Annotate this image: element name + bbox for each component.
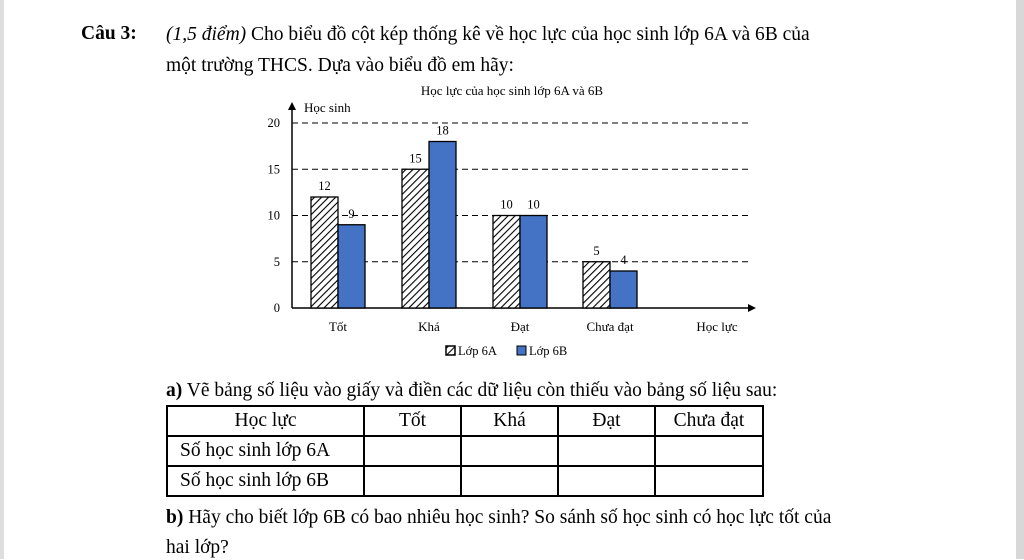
table-row-label: Số học sinh lớp 6A: [167, 436, 364, 466]
chart-title: Học lực của học sinh lớp 6A và 6B: [420, 83, 604, 98]
table-row: [167, 436, 763, 466]
x-tick-label: Tốt: [328, 319, 348, 334]
bar-lop-6a: [311, 197, 338, 308]
part-b-line-1: [166, 506, 831, 530]
table-header-cell: Học lực: [167, 406, 364, 436]
question-line-2: một trường THCS. Dựa vào biểu đồ em hãy:: [166, 55, 514, 76]
table-header-row: [167, 406, 763, 436]
x-tick-label: Đạt: [510, 319, 530, 334]
bar-lop-6b: [429, 142, 456, 309]
table-cell[interactable]: [655, 436, 763, 466]
table-cell[interactable]: [461, 466, 558, 496]
double-bar-chart: [240, 80, 760, 370]
x-tick-label: Khá: [418, 319, 440, 334]
part-a: [166, 379, 777, 403]
data-label-lop-6b: 4: [620, 253, 627, 267]
table-cell[interactable]: [364, 436, 461, 466]
data-label-lop-6b: 9: [348, 206, 355, 221]
table-cell[interactable]: [461, 436, 558, 466]
part-b-line-2: hai lớp?: [166, 537, 229, 558]
bar-lop-6b: [610, 271, 637, 308]
legend-swatch-lop-6a: [446, 346, 455, 355]
x-axis-arrow: [748, 304, 756, 312]
table-header-cell: Tốt: [364, 406, 461, 436]
y-tick-label: 5: [273, 254, 280, 269]
table-header-cell: Khá: [461, 406, 558, 436]
bar-lop-6a: [402, 169, 429, 308]
table-cell[interactable]: [364, 466, 461, 496]
table-header-cell: Chưa đạt: [655, 406, 763, 436]
y-tick-label: 20: [267, 116, 280, 130]
y-tick-label: 15: [267, 162, 280, 177]
bar-lop-6a: [583, 262, 610, 308]
bar-lop-6b: [520, 216, 547, 309]
part-a-text: Vẽ bảng số liệu vào giấy và điền các dữ liệu còn thiếu vào bảng số liệu sau:: [182, 380, 778, 401]
y-axis-label: Học sinh: [304, 100, 351, 115]
x-axis-label: Học lực: [696, 319, 738, 334]
x-tick-label: Chưa đạt: [586, 319, 634, 334]
table-cell[interactable]: [558, 436, 655, 466]
data-label-lop-6a: 15: [409, 151, 422, 166]
window-left-edge: [0, 0, 4, 559]
legend-label-lop-6b: Lớp 6B: [529, 344, 568, 358]
y-tick-label: 10: [267, 208, 280, 223]
window-right-edge: [1016, 0, 1024, 559]
data-table: [166, 405, 764, 497]
table-row-label: Số học sinh lớp 6B: [167, 466, 364, 496]
data-label-lop-6a: 5: [593, 243, 600, 258]
data-label-lop-6a: 10: [500, 197, 513, 212]
data-label-lop-6b: 10: [527, 197, 540, 212]
question-points: (1,5 điểm): [166, 24, 247, 45]
question-label: Câu 3:: [81, 23, 137, 44]
table-cell[interactable]: [655, 466, 763, 496]
legend-label-lop-6a: Lớp 6A: [458, 344, 497, 358]
table-header-cell: Đạt: [558, 406, 655, 436]
y-tick-label: 0: [273, 301, 280, 315]
bar-lop-6b: [338, 225, 365, 308]
table-row: [167, 466, 763, 496]
part-b-text-1: Hãy cho biết lớp 6B có bao nhiêu học sinh? So sánh số học sinh có học lực tốt của: [183, 507, 832, 528]
legend-swatch-lop-6b: [517, 346, 526, 355]
question-line-1: [166, 23, 810, 47]
part-a-label: a): [166, 380, 183, 401]
part-b-label: b): [166, 507, 184, 528]
y-axis-arrow: [288, 102, 296, 110]
data-label-lop-6b: 18: [436, 123, 449, 138]
data-label-lop-6a: 12: [318, 179, 331, 193]
question-text-1: Cho biểu đồ cột kép thống kê về học lực của học sinh lớp 6A và 6B của: [246, 24, 810, 45]
bar-lop-6a: [493, 216, 520, 309]
table-cell[interactable]: [558, 466, 655, 496]
